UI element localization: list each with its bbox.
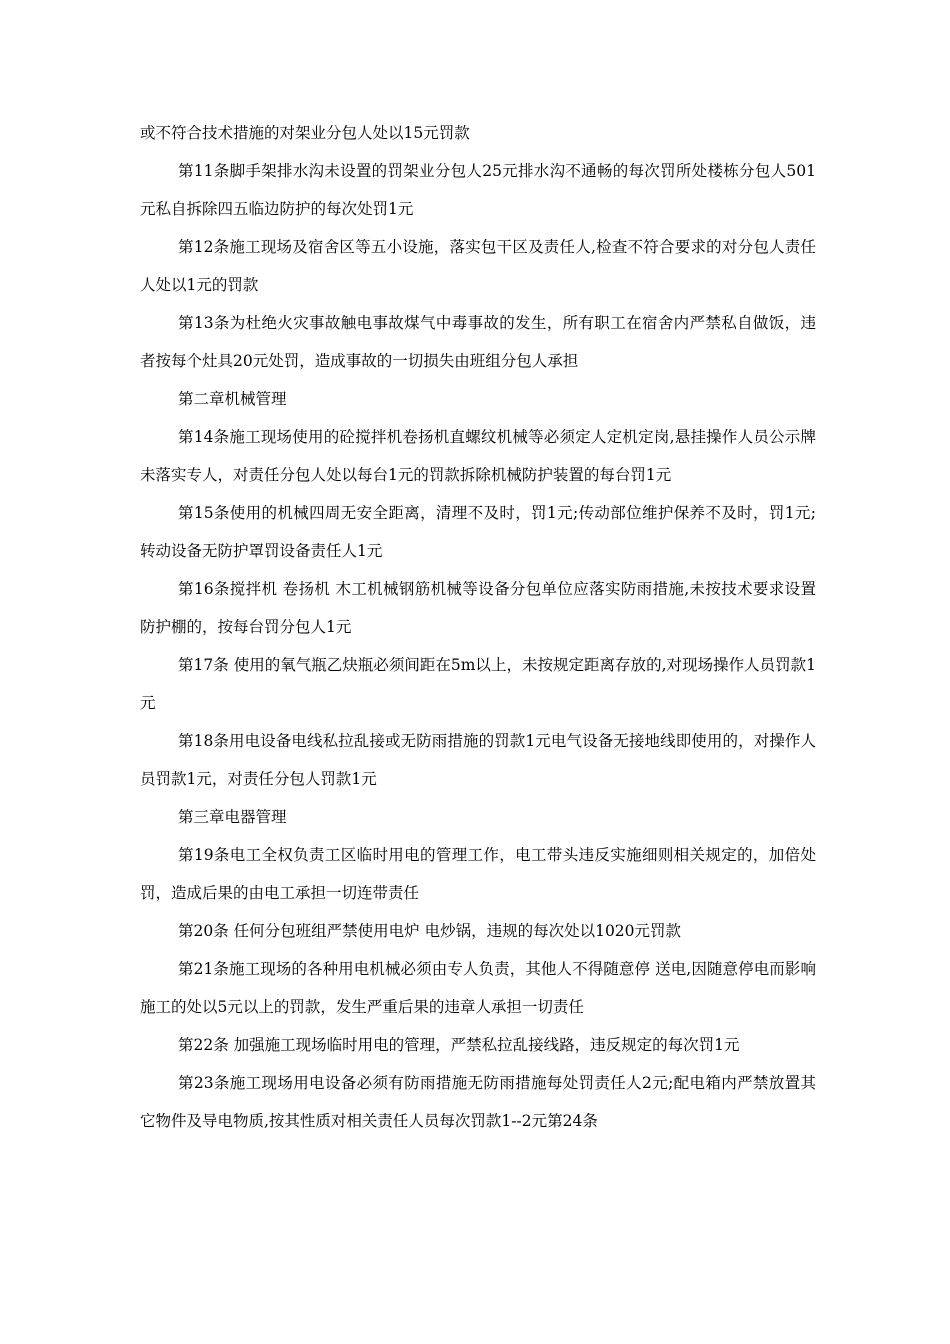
article-16: 第16条搅拌机 卷扬机 木工机械钢筋机械等设备分包单位应落实防雨措施,未按技术要求设置防护棚的，按每台罚分包人1元: [140, 580, 816, 636]
article-20: 第20条 任何分包班组严禁使用电炉 电炒锅，违规的每次处以1020元罚款: [178, 922, 682, 940]
chapter-2-heading: 第二章机械管理: [178, 390, 287, 408]
paragraph-continuation: 或不符合技术措施的对架业分包人处以15元罚款: [140, 124, 470, 142]
article-13: 第13条为杜绝火灾事故触电事故煤气中毒事故的发生，所有职工在宿舍内严禁私自做饭，违者按每个灶具20元处罚，造成事故的一切损失由班组分包人承担: [140, 314, 816, 370]
article-21: 第21条施工现场的各种用电机械必须由专人负责，其他人不得随意停 送电,因随意停电而影响施工的处以5元以上的罚款，发生严重后果的违章人承担一切责任: [140, 960, 816, 1016]
article-18: 第18条用电设备电线私拉乱接或无防雨措施的罚款1元电气设备无接地线即使用的，对操作人员罚款1元，对责任分包人罚款1元: [140, 732, 816, 788]
article-19: 第19条电工全权负责工区临时用电的管理工作，电工带头违反实施细则相关规定的，加倍处罚，造成后果的由电工承担一切连带责任: [140, 846, 816, 902]
chapter-3-heading: 第三章电器管理: [178, 808, 287, 826]
article-12: 第12条施工现场及宿舍区等五小设施，落实包干区及责任人,检查不符合要求的对分包人责任人处以1元的罚款: [140, 238, 816, 294]
article-14: 第14条施工现场使用的砼搅拌机卷扬机直螺纹机械等必须定人定机定岗,悬挂操作人员公示牌未落实专人，对责任分包人处以每台1元的罚款拆除机械防护装置的每台罚1元: [140, 428, 816, 484]
article-22: 第22条 加强施工现场临时用电的管理，严禁私拉乱接线路，违反规定的每次罚1元: [178, 1036, 740, 1054]
document-body: [140, 114, 816, 1140]
article-15: 第15条使用的机械四周无安全距离，清理不及时，罚1元;传动部位维护保养不及时，罚1元;转动设备无防护罩罚设备责任人1元: [140, 504, 816, 560]
article-23: 第23条施工现场用电设备必须有防雨措施无防雨措施每处罚责任人2元;配电箱内严禁放置其它物件及导电物质,按其性质对相关责任人员每次罚款1--2元第24条: [140, 1074, 816, 1130]
article-17: 第17条 使用的氧气瓶乙炔瓶必须间距在5m以上，未按规定距离存放的,对现场操作人员罚款1元: [140, 656, 816, 712]
article-11: 第11条脚手架排水沟未设置的罚架业分包人25元排水沟不通畅的每次罚所处楼栋分包人501元私自拆除四五临边防护的每次处罚1元: [140, 162, 816, 218]
